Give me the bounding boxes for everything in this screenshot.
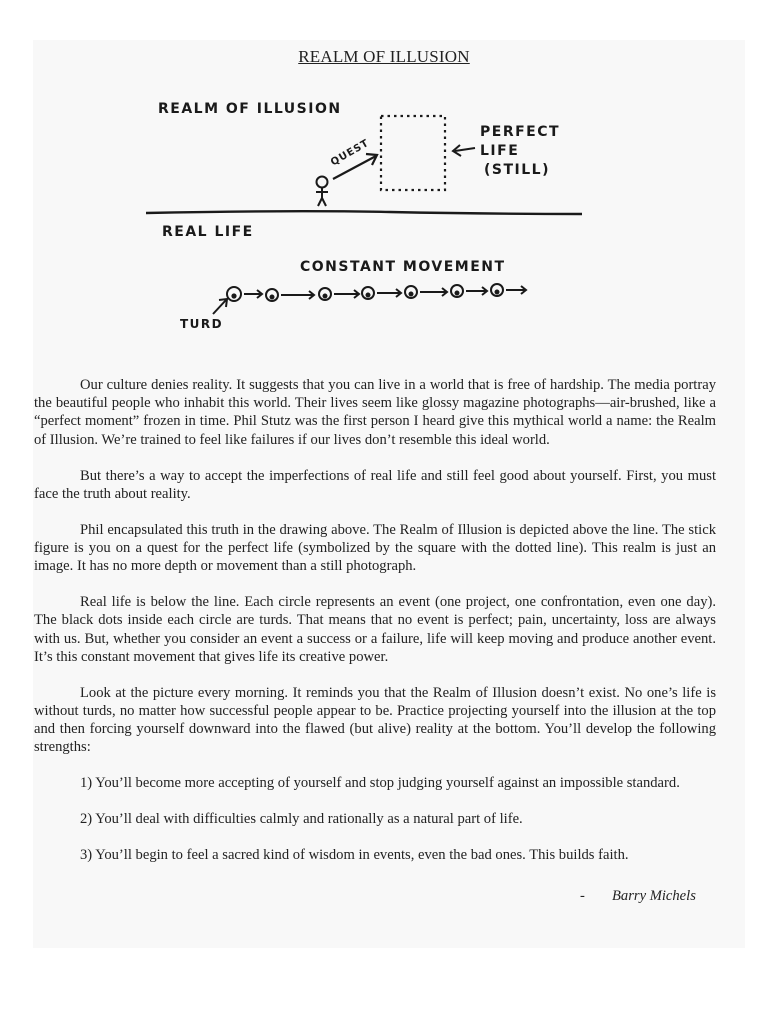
signature-dash: - [580,888,585,904]
signature [580,888,720,905]
stick-figure [316,177,328,207]
paragraph: Look at the picture every morning. It reminds you that the Realm of Illusion doesn’t exist. No one’s life is without turds, no matter how successful people appear to be. Practice projecting yourself into the illusion at the top and then forcing yourself downward into the flawed (but alive) reality at the bottom. You’ll develop the following strengths: [34,684,716,756]
events-chain [227,284,526,301]
turd-arrow [213,300,226,314]
label-constant-movement: CONSTANT MOVEMENT [300,259,506,275]
paragraph: But there’s a way to accept the imperfections of real life and still feel good about yourself. First, you must face the truth about reality. [34,467,716,502]
author-name: Barry Michels [612,888,696,904]
article-body [34,376,716,882]
reality-divider-line [146,211,582,214]
list-item: 3) You’ll begin to feel a sacred kind of wisdom in events, even the bad ones. This builds faith. [80,847,629,864]
label-quest: QUEST [329,137,372,169]
list-item: 2) You’ll deal with difficulties calmly and rationally as a natural part of life. [80,811,523,828]
label-life: LIFE [480,143,520,159]
strengths-list [34,774,716,864]
list-item: 1) You’ll become more accepting of yourself and stop judging yourself against an impossible standard. [80,775,680,792]
paragraph: Our culture denies reality. It suggests that you can live in a world that is free of hardship. The media portray the beautiful people who inhabit this world. Their lives seem like glossy magazine photographs—air-brushed, like a “perfect moment” frozen in time. Phil Stutz was the first person I heard give this mythical world a name: the Realm of Illusion. We’re trained to feel like failures if our lives don’t resemble this ideal world. [34,377,716,448]
paragraph: Phil encapsulated this truth in the drawing above. The Realm of Illusion is depicted above the line. The stick figure is you on a quest for the perfect life (symbolized by the square with the dotted line). This realm is just an image. It has no more depth or movement than a still photograph. [34,521,716,575]
label-turd: TURD [180,317,224,331]
perfect-life-square [381,116,445,190]
paragraph: Real life is below the line. Each circle represents an event (one project, one confrontation, even one day). The black dots inside each circle are turds. That means that no event is perfect; pain, uncertainty, loss are always with us. But, whether you consider an event a success or a failure, life will keep moving and produce another event. It’s this constant movement that gives life its creative power. [34,594,716,665]
label-perfect: PERFECT [480,124,561,140]
illustration [140,88,600,348]
label-real-life: REAL LIFE [162,224,254,240]
page-title: REALM OF ILLUSION [298,47,470,66]
label-realm-of-illusion: REALM OF ILLUSION [158,101,342,117]
perfect-life-arrow [455,148,475,151]
label-still: (STILL) [484,162,550,178]
